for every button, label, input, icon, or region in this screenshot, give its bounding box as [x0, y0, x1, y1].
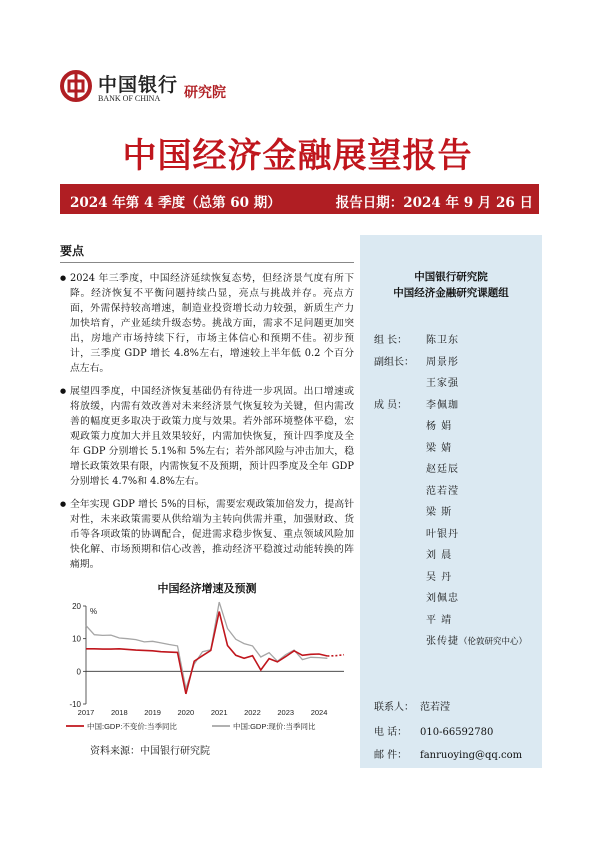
sidebar-org: 中国银行研究院: [414, 271, 488, 283]
y-tick-label: -10: [69, 700, 81, 709]
x-tick-label: 2018: [110, 708, 128, 717]
roster-name: 刘 晨: [426, 550, 453, 561]
chart-source: 资料来源：中国银行研究院: [90, 746, 210, 757]
y-tick-label: 10: [72, 634, 81, 644]
y-axis-unit: %: [90, 607, 98, 616]
legend-label: 中国:GDP:现价:当季同比: [233, 722, 316, 731]
roster-name: 杨 娟: [426, 421, 453, 432]
y-tick-label: 0: [76, 667, 81, 677]
roster-name: 梁 斯: [426, 507, 453, 518]
roster-name: 范若滢: [426, 485, 459, 497]
chart-title: 中国经济增速及预测: [157, 582, 257, 595]
roster-name: 赵廷辰: [426, 464, 459, 475]
contact-email: [374, 746, 522, 761]
summary-bullets: [60, 271, 354, 572]
roster-name: 平 靖: [426, 614, 453, 626]
summary-bullet: ● 展望四季度，中国经济恢复基础仍有待进一步巩固。出口增速或将放缓，内需有效改善对未来经济景气恢复较为关键，但内需改善的幅度更多取决于政策力度与效果。若外部环境整体平稳，宏观政策力度加大并且效果较好，内需加快恢复，预计四季度及全年 GDP 分别增长 5.1%和 5%左右；若外部风险与冲击加大，稳增长政策效果有限，内需恢复不及预期，预计四季度及全年 GDP 分别增长 4.7%和 4.8%左右。: [60, 384, 354, 489]
x-tick-label: 2022: [244, 708, 261, 717]
x-tick-label: 2023: [277, 708, 295, 717]
roster-name: 叶银丹: [426, 528, 459, 540]
x-tick-label: 2017: [77, 708, 95, 717]
contact-phone: [374, 723, 493, 738]
y-tick-label: 20: [72, 602, 81, 611]
roster-name: 梁 婧: [426, 442, 453, 454]
contact-email-value: fanruoying@qq.com: [420, 750, 523, 761]
logo-en-text: BANK OF CHINA: [98, 94, 161, 103]
roster-name: 吴 丹: [426, 571, 453, 583]
roster-name: 张传捷（伦敦研究中心）: [426, 636, 528, 647]
roster-name: 周景彤: [426, 356, 459, 368]
roster-role: 组 长：: [374, 335, 408, 346]
contact-person-label: 联系人：: [374, 702, 414, 713]
roster-note: （伦敦研究中心）: [459, 637, 528, 647]
roster-name: 陈卫东: [426, 335, 459, 346]
report-date: 报告日期：2024 年 9 月 26 日: [335, 195, 533, 211]
contact-email-label: 邮 件：: [374, 750, 408, 761]
x-tick-label: 2019: [144, 708, 161, 717]
roster-role: 成 员：: [374, 399, 408, 411]
contact-phone-label: 电 话：: [374, 727, 408, 738]
summary-bullet: ● 2024 年三季度，中国经济延续恢复态势，但经济景气度有所下降。经济恢复不平衡问题持续凸显，亮点与挑战并存。亮点方面，外需保持较高增速，制造业投资增长动力较强，新质生产力加快培育，产业延续升级态势。挑战方面，需求不足问题更加突出，房地产市场持续下行，市场主体信心和预期不佳。初步预计，三季度 GDP 增长 4.8%左右，增速较上半年低 0.2 个百分点左右。: [60, 271, 354, 376]
contact-phone-value: 010-66592780: [420, 727, 494, 738]
summary-heading: 要点: [60, 236, 354, 263]
issue-number: 2024 年第 4 季度（总第 60 期）: [70, 195, 281, 211]
series-line-forecast: [327, 655, 344, 656]
series-line-nominal-gdp: [86, 602, 327, 689]
bank-of-china-emblem-icon: [60, 70, 92, 102]
research-team-sidebar: [360, 235, 542, 768]
roster-role: 副组长：: [374, 356, 414, 368]
legend-label: 中国:GDP:不变价:当季同比: [87, 722, 178, 731]
logo-dept-text: 研究院: [184, 85, 226, 101]
summary-bullet: ● 全年实现 GDP 增长 5%的目标，需要宏观政策加倍发力，提高针对性，未来政策需要从供给端为主转向供需并重，加强财政、货币等各项政策的协调配合，促进需求稳步恢复、重点领域风险加快化解、市场预期和信心改善，推动经济平稳渡过动能转换的阵痛期。: [60, 497, 354, 572]
roster-name: 李佩珈: [426, 399, 459, 411]
contact-person: [374, 698, 450, 713]
roster-name: 王家强: [426, 378, 459, 389]
series-line-real-gdp: [86, 612, 327, 694]
issue-banner: [60, 184, 539, 214]
x-tick-label: 2020: [177, 708, 195, 717]
contact-person-value: 范若滢: [420, 702, 450, 713]
x-tick-label: 2024: [310, 708, 328, 717]
x-tick-label: 2021: [210, 708, 228, 717]
gdp-growth-chart: [60, 596, 354, 738]
logo-cn-text: 中国银行: [98, 74, 179, 96]
report-title: 中国经济金融展望报告: [122, 136, 473, 176]
roster-name: 刘佩忠: [426, 593, 459, 604]
sidebar-group: 中国经济金融研究课题组: [393, 287, 509, 299]
summary-section: [60, 236, 354, 572]
